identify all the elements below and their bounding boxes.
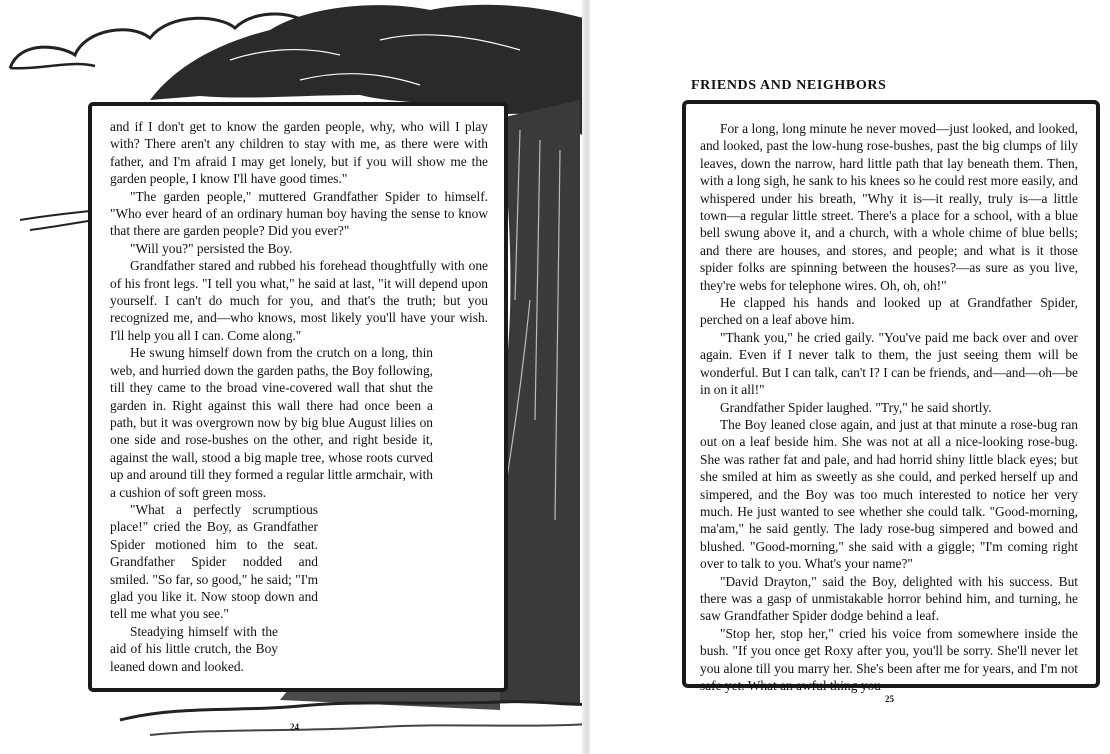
paragraph: "The garden people," muttered Grandfather Spider to himself. "Who ever heard of an ordinary human boy having the sense to know that there are garden people? Did you ever?": [110, 188, 488, 239]
paragraph: For a long, long minute he never moved—just looked, and looked, and looked, past the low-hung rose-bushes, past the big clumps of lily leaves, down the narrow, hard little path that lay beneath them. Then, with a long sigh, he sank to his knees so he could rest more easily, and whispered under his breath, "Why it is—it really, truly is—a little town—a regular little street. There's a place for a school, with a blue bell swung above it, and a church, with a whole chime of blue bells; and there are houses, and stores, and people; and what is it those spider folks are spinning between the houses?—as sure as you live, they're webs for telephone wires. Oh, oh, oh!": [700, 121, 1078, 293]
paragraph: "What a perfectly scrumptious place!" cried the Boy, as Grandfather Spider motioned him to the seat. Grandfather Spider nodded and smiled. "So far, so good," he said; "I'm glad you like it. Now stoop down and tell me what you see.": [110, 501, 318, 622]
paragraph: The Boy leaned close again, and just at that minute a rose-bug ran out on a leaf beside him. She was not at all a nice-looking rose-bug. She was rather fat and pale, and had horrid shiny little black eyes; but she smiled at him as sweetly as she could, and perked herself up and simpered, and the Boy was too much interested to notice her very much. He just wanted to see whether she could talk. "Good-morning, ma'am," he said gently. The lady rose-bug simpered and bowed and blushed. "Good-morning," she said with a giggle; "I'm coming right over to talk to you. What's your name?": [700, 416, 1078, 572]
paragraph: Steadying himself with the aid of his little crutch, the Boy leaned down and looked.: [110, 623, 278, 674]
paragraph: "Will you?" persisted the Boy.: [130, 240, 293, 256]
paragraph: He clapped his hands and looked up at Grandfather Spider, perched on a leaf above him.: [700, 295, 1078, 328]
paragraph: and if I don't get to know the garden people, why, who will I play with? There aren't any children to stay with me, as there were with father, and I'm afraid I may get lonely, but if you will show me the garden people, I know I'll have good times.": [110, 119, 488, 187]
paragraph: He swung himself down from the crutch on a long, thin web, and hurried down the garden paths, the Boy following, till they came to the broad vine-covered wall that shut the garden in. Right against this wall there had once been a path, but it was overgrown now by big blue August lilies on one side and rose-bushes on the other, and right beside it, against the wall, stood a big maple tree, whose roots curved up and around till they formed a regular little armchair, with a cushion of soft green moss.: [110, 345, 433, 500]
left-page-text: [110, 118, 488, 675]
page-number: 24: [290, 722, 299, 732]
paragraph: "David Drayton," said the Boy, delighted with his success. But there was a gasp of unmistakable horror behind him, and turning, he saw Grandfather Spider dodge behind a leaf.: [700, 573, 1078, 624]
paragraph: "Thank you," he cried gaily. "You've paid me back over and over again. Even if I never talk to them, the just seeing them will be wonderful. But I can talk, can't I? I can be friends, and—and—oh—be in on it all!": [700, 329, 1078, 398]
running-head: FRIENDS AND NEIGHBORS: [691, 78, 887, 93]
paragraph: Grandfather Spider laughed. "Try," he said shortly.: [720, 399, 992, 415]
right-page: [590, 0, 1110, 754]
right-page-text: [700, 120, 1078, 694]
paragraph: Grandfather stared and rubbed his forehead thoughtfully with one of his front legs. "I tell you what," he said at last, "it will depend upon yourself. I can't do much for you, and that's the truth; but you recognized me, and—who knows, most likely you'll have your wish. I'll help you all I can. Come along.": [110, 258, 488, 343]
paragraph: "Stop her, stop her," cried his voice from somewhere inside the bush. "If you once get Roxy after you, you'll be sorry. She'll never let you alone till you marry her. She's been after me for years, and I'm not safe yet. What an awful thing you: [700, 625, 1078, 693]
page-number: 25: [885, 694, 894, 704]
